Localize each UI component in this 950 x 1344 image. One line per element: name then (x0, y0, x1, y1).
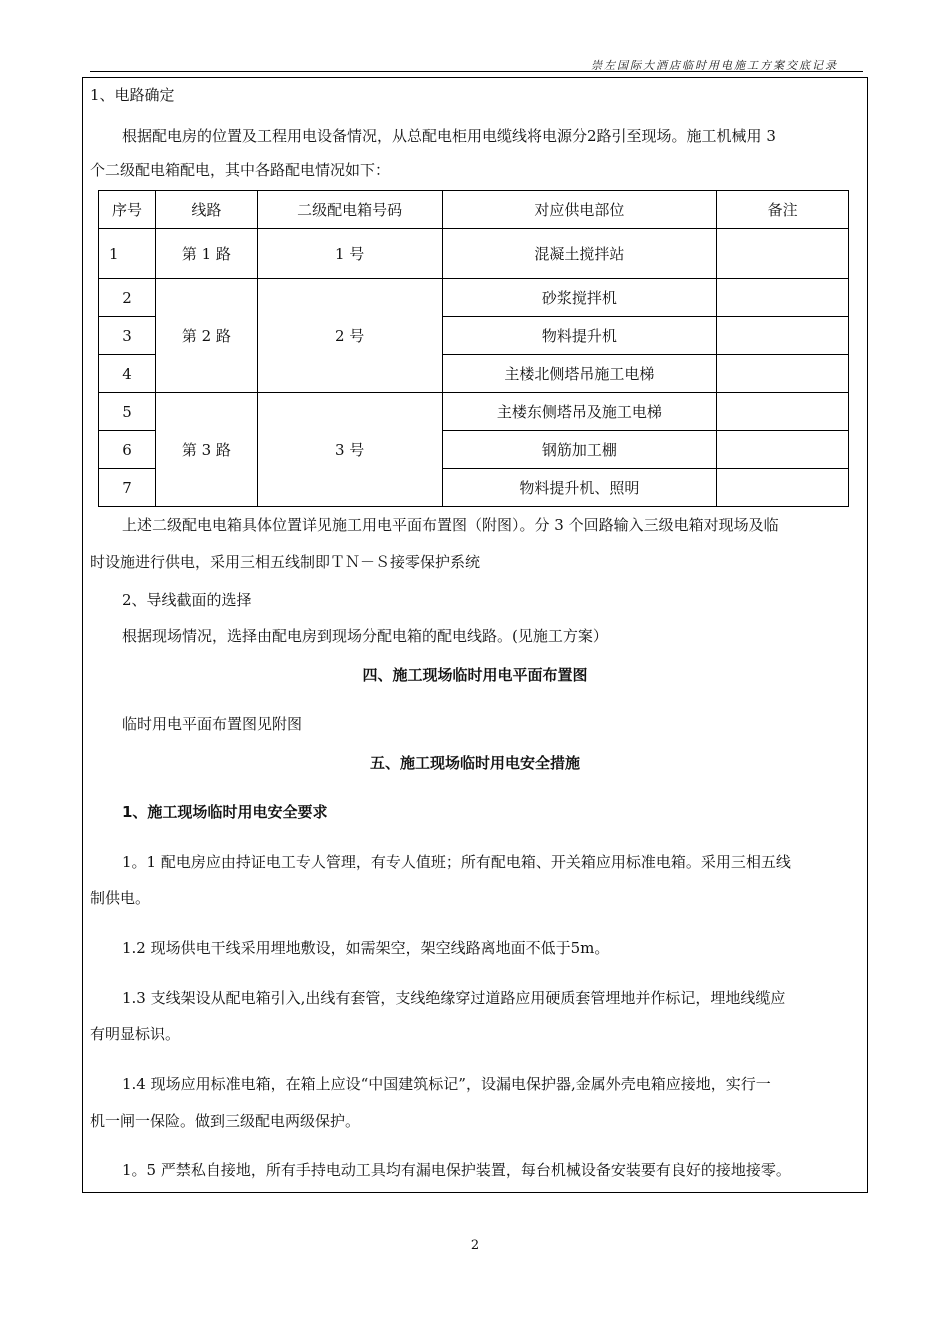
after-table-line1: 上述二级配电电箱具体位置详见施工用电平面布置图（附图）。分 3 个回路输入三级电箱对现场及临 (122, 516, 779, 534)
cell-line: 第 1 路 (155, 229, 257, 279)
cell-note (717, 355, 849, 393)
section-five-title: 五、施工现场临时用电安全措施 (369, 754, 580, 772)
table-row (99, 393, 849, 431)
cell-no: 5 (99, 393, 156, 431)
cell-no: 7 (99, 469, 156, 507)
table-row (99, 279, 849, 317)
item5: 1。5 严禁私自接地，所有手持电动工具均有漏电保护装置，每台机械设备安装要有良好的接地接零。 (122, 1161, 791, 1179)
cell-note (717, 317, 849, 355)
after-table-line2: 时设施进行供电，采用三相五线制即ＴＮ－Ｓ接零保护系统 (90, 553, 481, 571)
page-number: 2 (470, 1238, 480, 1253)
section-four-text: 临时用电平面布置图见附图 (122, 715, 303, 733)
header-cell-note: 备注 (717, 191, 849, 229)
cell-note (717, 469, 849, 507)
cell-no: 4 (99, 355, 156, 393)
cell-line: 第 3 路 (155, 393, 257, 507)
cell-no: 3 (99, 317, 156, 355)
cell-no: 6 (99, 431, 156, 469)
section-five-subheading: 1、施工现场临时用电安全要求 (122, 803, 328, 821)
cell-no: 1 (99, 229, 156, 279)
item1-line2: 制供电。 (90, 889, 151, 907)
header-cell-location: 对应供电部位 (442, 191, 717, 229)
item3-line2: 有明显标识。 (90, 1025, 181, 1043)
cell-location: 物料提升机 (442, 317, 717, 355)
header-cell-no: 序号 (99, 191, 156, 229)
cell-note (717, 229, 849, 279)
cell-no: 2 (99, 279, 156, 317)
header-cell-line: 线路 (155, 191, 257, 229)
section-four-title: 四、施工现场临时用电平面布置图 (362, 666, 588, 684)
item2: 1.2 现场供电干线采用埋地敷设，如需架空，架空线路离地面不低于5m。 (122, 939, 610, 957)
section1-para-line2: 个二级配电箱配电，其中各路配电情况如下： (90, 161, 391, 179)
item4-line2: 机一闸一保险。做到三级配电两级保护。 (90, 1112, 361, 1130)
table-header-row (99, 191, 849, 229)
header-cell-box: 二级配电箱号码 (257, 191, 442, 229)
cell-location: 物料提升机、照明 (442, 469, 717, 507)
cell-location: 砂浆搅拌机 (442, 279, 717, 317)
cell-location: 混凝土搅拌站 (442, 229, 717, 279)
cell-location: 主楼东侧塔吊及施工电梯 (442, 393, 717, 431)
cell-note (717, 431, 849, 469)
distribution-table (98, 190, 849, 507)
cell-note (717, 393, 849, 431)
item3-line1: 1.3 支线架设从配电箱引入,出线有套管，支线绝缘穿过道路应用硬质套管埋地并作标记，埋地线缆应 (122, 989, 786, 1007)
section1-para-line1: 根据配电房的位置及工程用电设备情况，从总配电柜用电缆线将电源分2路引至现场。施工机械用 3 (122, 127, 776, 145)
table-row (99, 229, 849, 279)
document-header-title: 崇左国际大酒店临时用电施工方案交底记录 (591, 59, 838, 72)
cell-note (717, 279, 849, 317)
cell-location: 钢筋加工棚 (442, 431, 717, 469)
cell-location: 主楼北侧塔吊施工电梯 (442, 355, 717, 393)
cell-box: 1 号 (257, 229, 442, 279)
section2-text: 根据现场情况，选择由配电房到现场分配电箱的配电线路。(见施工方案） (122, 627, 608, 645)
cell-line: 第 2 路 (155, 279, 257, 393)
section2-heading: 2、导线截面的选择 (122, 591, 252, 609)
item1-line1: 1。1 配电房应由持证电工专人管理，有专人值班；所有配电箱、开关箱应用标准电箱。采用三相五线 (122, 853, 791, 871)
item4-line1: 1.4 现场应用标准电箱，在箱上应设“中国建筑标记”，设漏电保护器,金属外壳电箱应接地，实行一 (122, 1075, 771, 1093)
header-rule (90, 71, 863, 72)
cell-box: 3 号 (257, 393, 442, 507)
section1-heading: 1、电路确定 (90, 86, 175, 104)
cell-box: 2 号 (257, 279, 442, 393)
